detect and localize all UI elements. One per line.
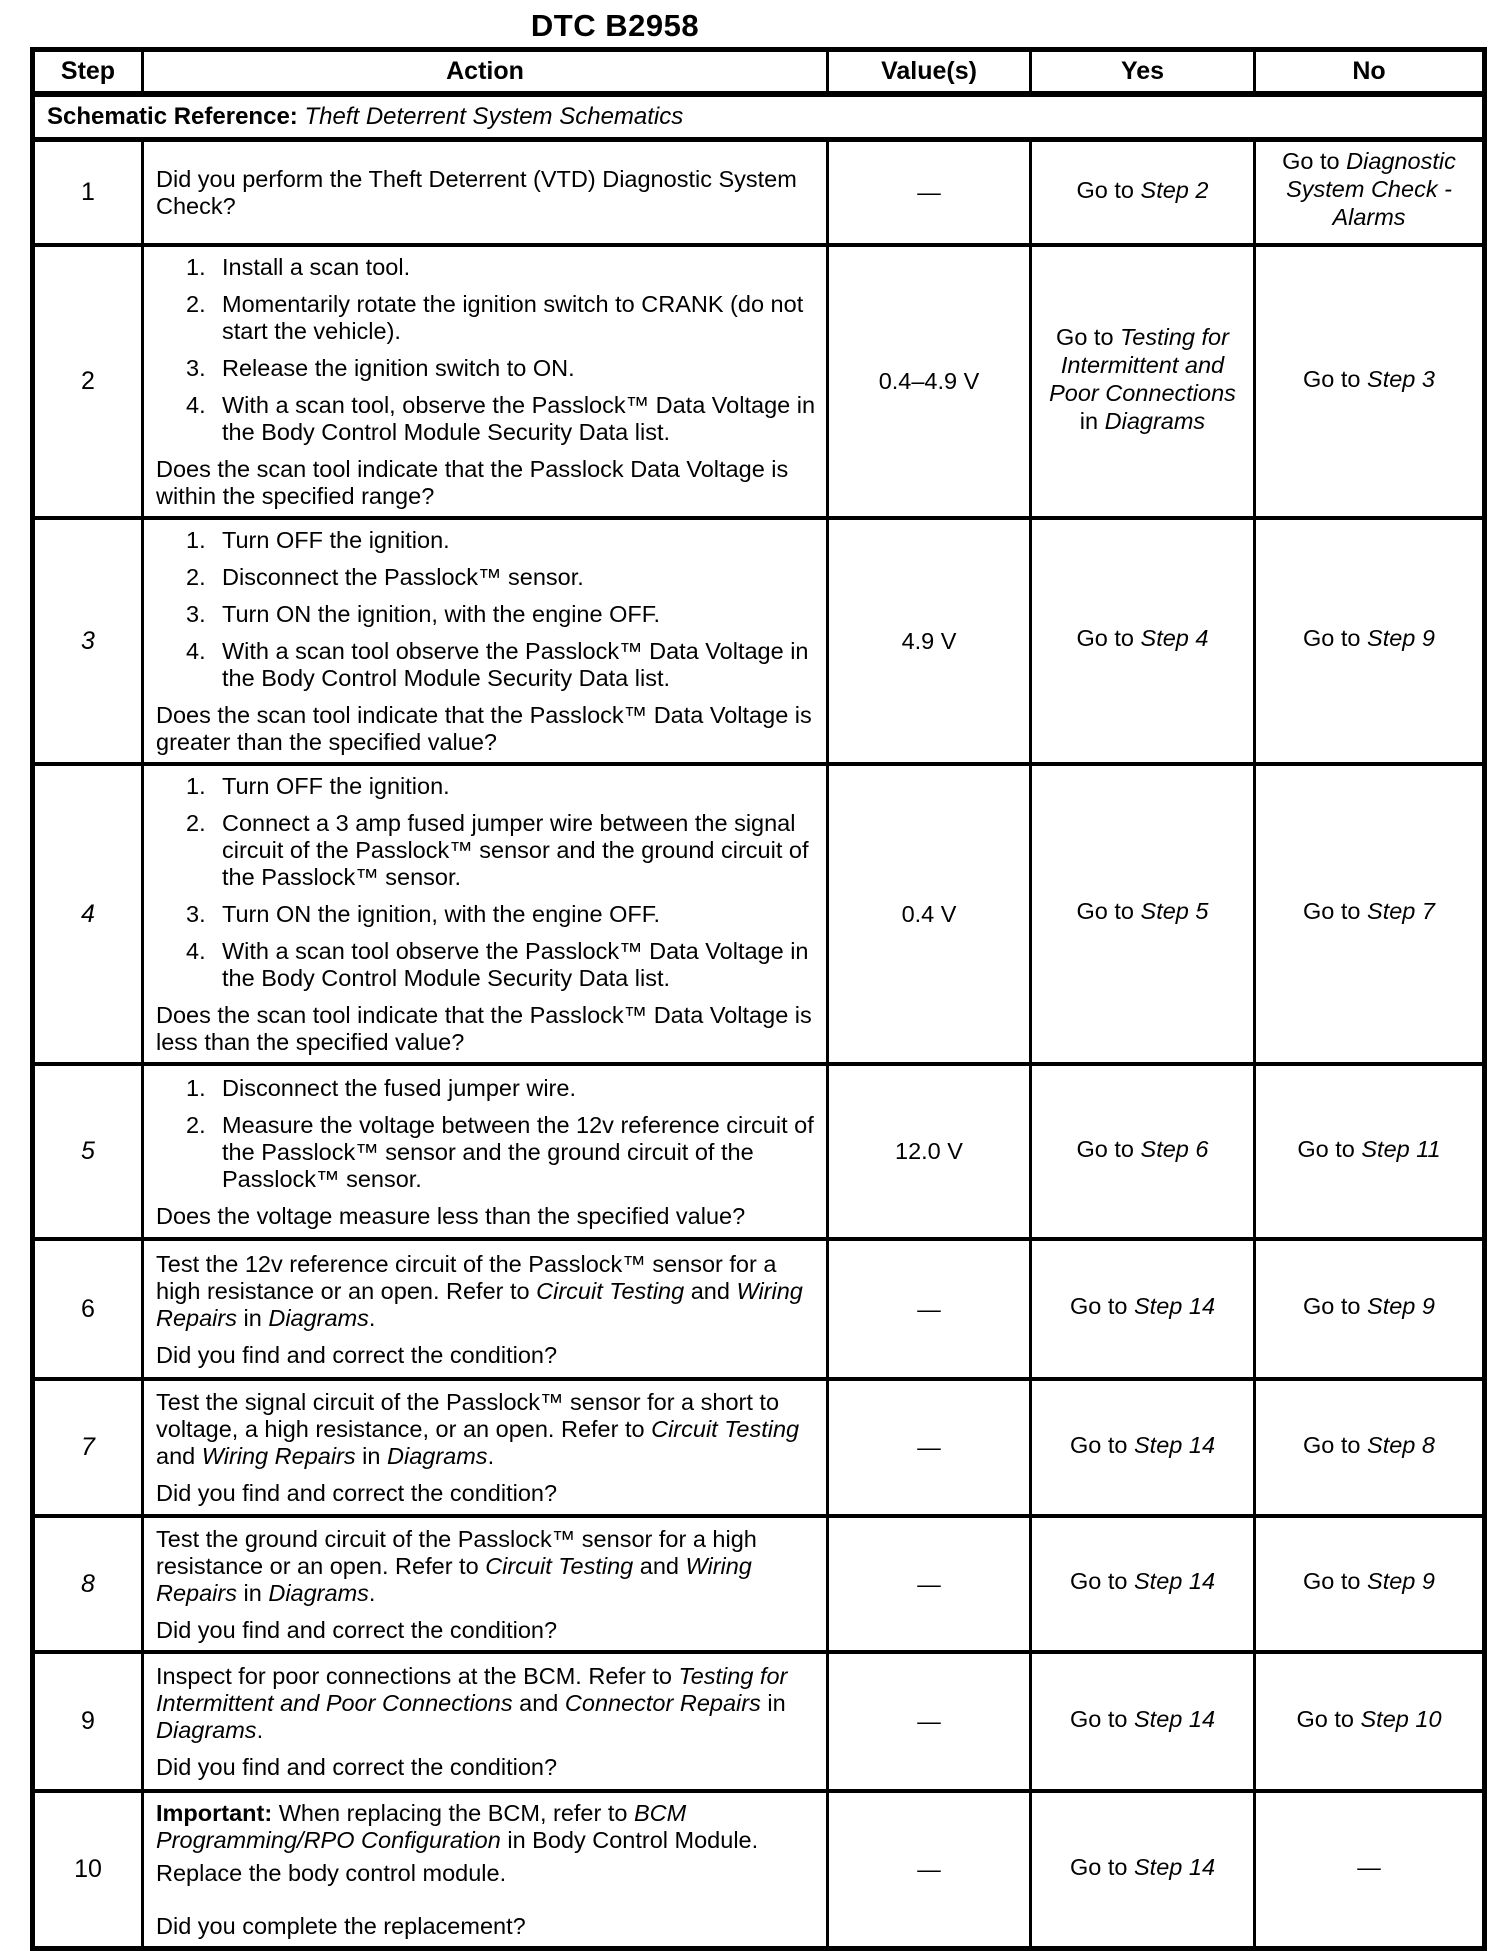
- item-text: Install a scan tool.: [222, 254, 411, 280]
- yes-cell: Go to Testing for Intermittent and Poor Connections in Diagrams: [1031, 245, 1255, 518]
- item-number: 1.: [186, 1074, 206, 1101]
- step-cell: 2: [33, 245, 143, 518]
- no-cell: Go to Step 7: [1255, 764, 1485, 1064]
- action-cell: [143, 140, 828, 246]
- table-row: [33, 1379, 1485, 1516]
- action-question: Does the scan tool indicate that the Passlock Data Voltage is within the specified range?: [156, 456, 789, 509]
- item-number: 3.: [186, 901, 206, 927]
- schematic-reference-cell: [33, 94, 1485, 140]
- item-text: Disconnect the fused jumper wire.: [222, 1074, 576, 1101]
- item-number: 1.: [186, 773, 206, 799]
- yes-cell: Go to Step 5: [1031, 764, 1255, 1064]
- step-cell: 6: [33, 1239, 143, 1379]
- item-text: Release the ignition switch to ON.: [222, 355, 575, 381]
- action-list-item: [186, 773, 816, 800]
- action-question: Does the voltage measure less than the specified value?: [156, 1202, 746, 1229]
- action-list-item: [186, 810, 816, 891]
- action-paragraph: Test the signal circuit of the Passlock™ sensor for a short to voltage, a high resistance, or an open. Refer to Circuit Testing and Wiring Repairs in Diagrams.: [156, 1389, 800, 1469]
- step-cell: 7: [33, 1379, 143, 1516]
- action-cell: [143, 518, 828, 764]
- action-paragraph: Inspect for poor connections at the BCM. Refer to Testing for Intermittent and Poor Connections and Connector Repairs in Diagrams.: [156, 1663, 788, 1743]
- yes-cell: Go to Step 14: [1031, 1652, 1255, 1791]
- action-list-item: [186, 638, 816, 692]
- item-number: 1.: [186, 254, 206, 280]
- table-row: [33, 1239, 1485, 1379]
- action-question: Did you find and correct the condition?: [156, 1480, 558, 1506]
- table-row: [33, 1516, 1485, 1652]
- action-paragraph: Important: When replacing the BCM, refer to BCM Programming/RPO Configuration in Body Control Module.: [156, 1800, 759, 1853]
- value-cell: —: [828, 1516, 1031, 1652]
- item-text: Momentarily rotate the ignition switch to CRANK (do not start the vehicle).: [222, 291, 804, 344]
- item-number: 1.: [186, 527, 206, 553]
- action-list-item: [186, 901, 816, 928]
- item-number: 4.: [186, 638, 206, 664]
- value-cell: —: [828, 1791, 1031, 1949]
- yes-cell: Go to Step 14: [1031, 1379, 1255, 1516]
- no-cell: Go to Step 11: [1255, 1064, 1485, 1239]
- step-cell: 8: [33, 1516, 143, 1652]
- action-cell: [143, 1239, 828, 1379]
- step-cell: 1: [33, 140, 143, 246]
- action-question: Did you find and correct the condition?: [156, 1754, 558, 1780]
- no-cell: Go to Step 9: [1255, 518, 1485, 764]
- action-paragraph: Did you perform the Theft Deterrent (VTD) Diagnostic System Check?: [156, 166, 797, 219]
- schematic-reference-row: [33, 94, 1485, 140]
- no-cell: Go to Diagnostic System Check - Alarms: [1255, 140, 1485, 246]
- yes-cell: Go to Step 14: [1031, 1239, 1255, 1379]
- table-row: [33, 518, 1485, 764]
- item-text: Measure the voltage between the 12v reference circuit of the Passlock™ sensor and the ground circuit of the Passlock™ sensor.: [222, 1111, 814, 1192]
- value-cell: —: [828, 1652, 1031, 1791]
- action-paragraph: Test the ground circuit of the Passlock™ sensor for a high resistance or an open. Refer to Circuit Testing and Wiring Repairs in Diagrams.: [156, 1525, 757, 1606]
- item-number: 2.: [186, 810, 206, 836]
- no-cell: Go to Step 9: [1255, 1516, 1485, 1652]
- action-list-item: [186, 938, 816, 992]
- yes-cell: Go to Step 2: [1031, 140, 1255, 246]
- col-header-action: Action: [143, 50, 828, 94]
- item-text: Turn ON the ignition, with the engine OFF.: [222, 601, 661, 627]
- action-paragraph: Test the 12v reference circuit of the Passlock™ sensor for a high resistance or an open. Refer to Circuit Testing and Wiring Repairs in Diagrams.: [156, 1250, 803, 1331]
- value-cell: 12.0 V: [828, 1064, 1031, 1239]
- table-row: [33, 1791, 1485, 1949]
- item-number: 3.: [186, 601, 206, 627]
- item-text: With a scan tool, observe the Passlock™ Data Voltage in the Body Control Module Security Data list.: [222, 392, 816, 445]
- table-row: [33, 1652, 1485, 1791]
- no-cell: Go to Step 9: [1255, 1239, 1485, 1379]
- action-list-item: [186, 254, 816, 281]
- item-text: Disconnect the Passlock™ sensor.: [222, 564, 584, 590]
- action-list-item: [186, 1075, 816, 1102]
- action-list-item: [186, 527, 816, 554]
- table-row: [33, 1064, 1485, 1239]
- action-question: Does the scan tool indicate that the Passlock™ Data Voltage is less than the specified value?: [156, 1002, 812, 1055]
- action-paragraph: Replace the body control module.: [156, 1860, 507, 1886]
- step-cell: 10: [33, 1791, 143, 1949]
- schematic-reference-value: Theft Deterrent System Schematics: [304, 102, 684, 130]
- value-cell: —: [828, 1239, 1031, 1379]
- item-text: Turn ON the ignition, with the engine OFF.: [222, 901, 661, 927]
- item-text: With a scan tool observe the Passlock™ Data Voltage in the Body Control Module Security Data list.: [222, 638, 809, 691]
- action-list-item: [186, 355, 816, 382]
- yes-cell: Go to Step 4: [1031, 518, 1255, 764]
- item-text: Turn OFF the ignition.: [222, 527, 450, 553]
- col-header-no: No: [1255, 50, 1485, 94]
- col-header-step: Step: [33, 50, 143, 94]
- step-cell: 9: [33, 1652, 143, 1791]
- step-cell: 4: [33, 764, 143, 1064]
- action-cell: [143, 764, 828, 1064]
- action-cell: [143, 1791, 828, 1949]
- action-list-item: [186, 1112, 816, 1193]
- item-number: 2.: [186, 291, 206, 317]
- yes-cell: Go to Step 14: [1031, 1516, 1255, 1652]
- col-header-values: Value(s): [828, 50, 1031, 94]
- action-list-item: [186, 291, 816, 345]
- value-cell: 0.4–4.9 V: [828, 245, 1031, 518]
- step-cell: 5: [33, 1064, 143, 1239]
- item-number: 3.: [186, 355, 206, 381]
- item-text: Connect a 3 amp fused jumper wire between the signal circuit of the Passlock™ sensor and the ground circuit of the Passlock™ sensor.: [222, 810, 809, 890]
- action-question: Did you find and correct the condition?: [156, 1341, 558, 1368]
- yes-cell: Go to Step 6: [1031, 1064, 1255, 1239]
- schematic-reference-label: Schematic Reference:: [47, 102, 298, 130]
- action-cell: [143, 1652, 828, 1791]
- action-question: Did you complete the replacement?: [156, 1913, 526, 1939]
- value-cell: 0.4 V: [828, 764, 1031, 1064]
- table-row: [33, 140, 1485, 246]
- col-header-yes: Yes: [1031, 50, 1255, 94]
- no-cell: Go to Step 3: [1255, 245, 1485, 518]
- item-text: With a scan tool observe the Passlock™ Data Voltage in the Body Control Module Security Data list.: [222, 938, 809, 991]
- table-row: [33, 764, 1485, 1064]
- yes-cell: Go to Step 14: [1031, 1791, 1255, 1949]
- action-list-item: [186, 392, 816, 446]
- action-cell: [143, 1064, 828, 1239]
- step-rows: [33, 50, 1485, 1949]
- action-question: Did you find and correct the condition?: [156, 1616, 558, 1643]
- item-number: 2.: [186, 1111, 206, 1138]
- action-list-item: [186, 601, 816, 628]
- diagnostic-table: [30, 47, 1487, 1951]
- value-cell: —: [828, 1379, 1031, 1516]
- action-cell: [143, 1516, 828, 1652]
- table-header-row: [33, 50, 1485, 94]
- item-number: 4.: [186, 392, 206, 418]
- step-cell: 3: [33, 518, 143, 764]
- action-cell: [143, 245, 828, 518]
- item-number: 4.: [186, 938, 206, 964]
- item-number: 2.: [186, 564, 206, 590]
- value-cell: 4.9 V: [828, 518, 1031, 764]
- item-text: Turn OFF the ignition.: [222, 773, 450, 799]
- action-cell: [143, 1379, 828, 1516]
- no-cell: Go to Step 8: [1255, 1379, 1485, 1516]
- value-cell: —: [828, 140, 1031, 246]
- action-question: Does the scan tool indicate that the Passlock™ Data Voltage is greater than the specified value?: [156, 702, 812, 755]
- table-row: [33, 245, 1485, 518]
- page-title: DTC B2958: [530, 8, 700, 43]
- action-list-item: [186, 564, 816, 591]
- no-cell: Go to Step 10: [1255, 1652, 1485, 1791]
- no-cell: —: [1255, 1791, 1485, 1949]
